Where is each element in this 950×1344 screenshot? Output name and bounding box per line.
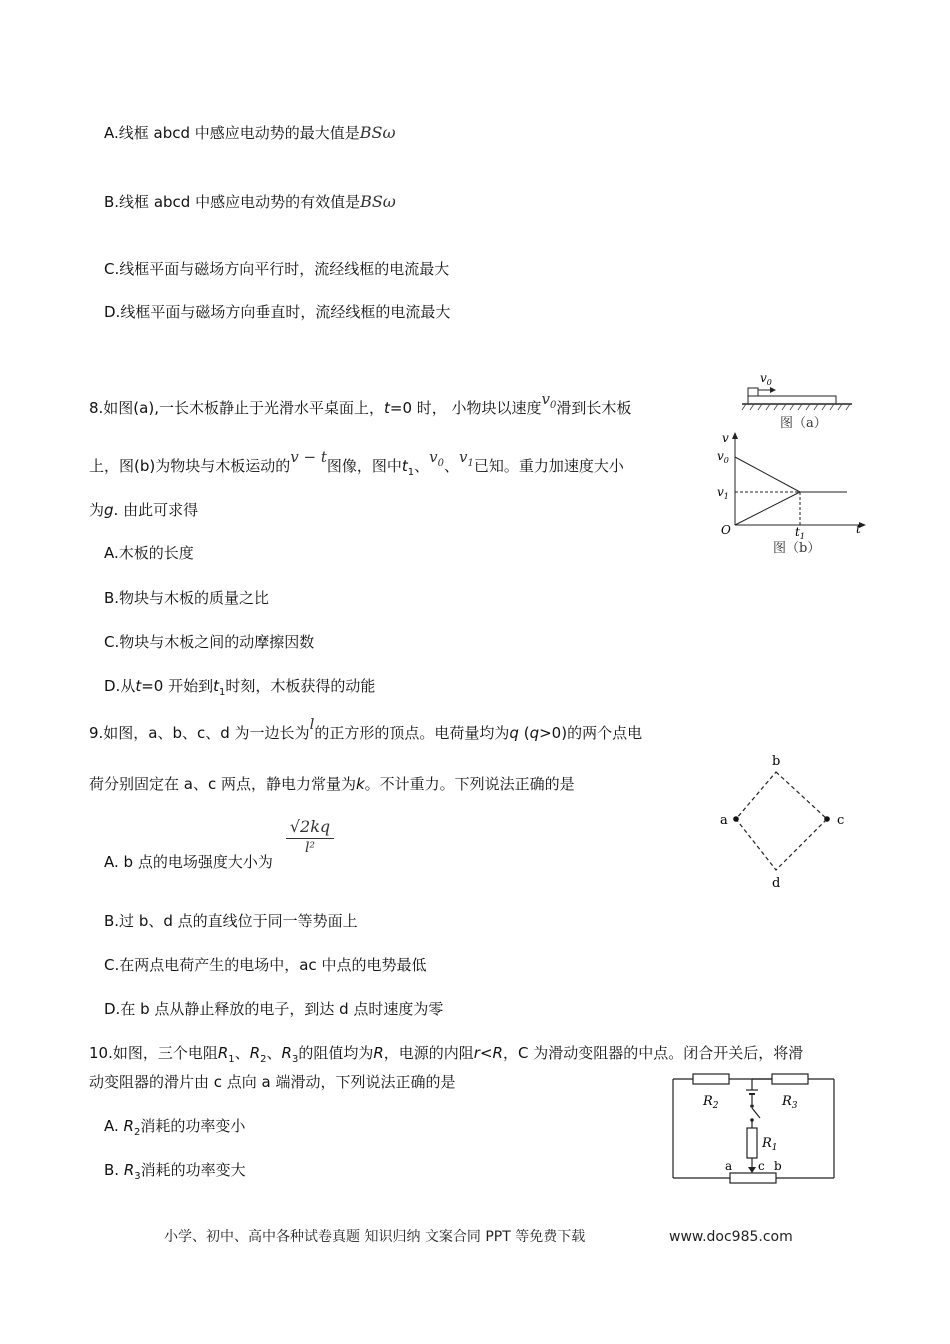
q8-fig-b-caption: 图（b）: [773, 541, 821, 556]
q7-option-d: D.线框平面与磁场方向垂直时，流经线框的电流最大: [104, 303, 451, 321]
q10-resistor-r2: [693, 1074, 729, 1084]
q8-fig-b-t-label: t: [856, 522, 861, 536]
q9-fig-label-a: a: [720, 813, 728, 828]
q10-fig-label-a: a: [725, 1159, 733, 1173]
q8-option-a: A.木板的长度: [104, 544, 194, 562]
q9-fig-charge-c: [824, 816, 830, 822]
q8-fig-b-t1-tick: $t_1$: [795, 525, 805, 541]
q10-switch-contact-top: [750, 1104, 754, 1108]
q7-option-a: A.线框 abcd 中感应电动势的最大值是BSω: [104, 123, 396, 142]
q10-stem-line2: 动变阻器的滑片由 c 点向 a 端滑动，下列说法正确的是: [89, 1073, 456, 1091]
q8-stem-line3: 为g. 由此可求得: [89, 501, 199, 519]
q9-figure-square: [712, 750, 862, 895]
q7-option-b: B.线框 abcd 中感应电动势的有效值是BSω: [104, 192, 396, 211]
q8-fig-a-caption: 图（a）: [780, 416, 827, 430]
q9-option-b: B.过 b、d 点的直线位于同一等势面上: [104, 912, 358, 930]
q8-fig-a-block: [748, 388, 758, 396]
q8-fig-b-block-line: [735, 457, 800, 492]
q10-resistor-r1: [747, 1128, 757, 1158]
q10-fig-label-b: b: [774, 1159, 782, 1173]
q10-slider-arrow: [748, 1167, 756, 1173]
q10-option-b: B. $R_3$消耗的功率变大: [104, 1161, 246, 1182]
q10-stem-line1: 10.如图，三个电阻$R_1$、$R_2$、$R_3$的阻值均为R，电源的内阻r<R，C 为滑动变阻器的中点。闭合开关后，将滑: [89, 1044, 804, 1065]
q8-stem-line1: 8.如图(a),一长木板静止于光滑水平桌面上，t=0 时， 小物块以速度$v_0$滑到长木板: [89, 390, 632, 417]
footer-text: 小学、初中、高中各种试卷真题 知识归纳 文案合同 PPT 等免费下载: [164, 1229, 586, 1245]
q8-fig-a-board: [748, 396, 836, 404]
q10-fig-label-r1: $R_1$: [762, 1136, 778, 1153]
q10-rheostat: [730, 1173, 776, 1183]
q9-option-d: D.在 b 点从静止释放的电子，到达 d 点时速度为零: [104, 1000, 444, 1018]
q8-fig-b-v-axis-arrow: [732, 432, 738, 439]
q8-fig-a-arrowhead: [770, 387, 776, 393]
q9-fraction-denominator: l²: [304, 840, 316, 856]
q8-fig-b-v-label: v: [722, 431, 729, 445]
q8-option-d: D.从t=0 开始到$t_1$时刻，木板获得的动能: [104, 677, 376, 698]
q10-switch-contact-bottom: [750, 1118, 754, 1122]
q10-switch-blade: [752, 1108, 760, 1118]
q10-option-a: A. $R_2$消耗的功率变小: [104, 1117, 246, 1138]
q10-figure-circuit: [668, 1072, 843, 1187]
q9-fig-label-b: b: [772, 754, 781, 769]
q8-figure-a: [740, 370, 870, 430]
q9-option-a-fraction: [286, 816, 334, 857]
q8-fig-a-v0-label: $v_0$: [760, 371, 772, 387]
q9-option-c: C.在两点电荷产生的电场中，ac 中点的电势最低: [104, 956, 427, 974]
q8-option-c: C.物块与木板之间的动摩擦因数: [104, 633, 315, 651]
q8-option-b: B.物块与木板的质量之比: [104, 589, 270, 607]
q7-option-a-formula: BSω: [359, 123, 396, 142]
q7-option-c: C.线框平面与磁场方向平行时，流经线框的电流最大: [104, 260, 450, 278]
q9-fraction-numerator: √2kq: [286, 816, 334, 839]
q10-fig-label-r2: $R_2$: [703, 1094, 719, 1111]
q9-fig-dashed-square: [736, 772, 827, 870]
q8-fig-b-board-line: [735, 492, 800, 525]
q9-stem-line2: 荷分别固定在 a、c 两点，静电力常量为k。不计重力。下列说法正确的是: [89, 775, 575, 793]
q8-fig-a-hatching: [742, 404, 850, 410]
q9-stem-line1: 9.如图，a、b、c、d 为一边长为l的正方形的顶点。电荷量均为q (q>0)的两个点电: [89, 715, 643, 742]
q8-figure-b: [715, 430, 875, 560]
q7-option-b-formula: BSω: [360, 192, 396, 211]
footer-url[interactable]: www.doc985.com: [669, 1229, 793, 1245]
q10-resistor-r3: [772, 1074, 808, 1084]
q8-fig-b-origin: O: [721, 523, 731, 537]
q9-option-a: A. b 点的电场强度大小为: [104, 853, 273, 871]
q8-fig-b-v1-tick: $v_1$: [717, 485, 729, 501]
q9-fig-label-d: d: [772, 876, 781, 891]
q9-fig-label-c: c: [837, 813, 845, 828]
q8-stem-line2: 上，图(b)为物块与木板运动的v − t图像，图中$t_1$、$v_0$、$v_1$已知。重力加速度大小: [89, 448, 624, 478]
q10-fig-label-r3: $R_3$: [782, 1094, 798, 1111]
q9-fig-charge-a: [733, 816, 739, 822]
q8-fig-b-v0-tick: $v_0$: [717, 449, 729, 465]
q10-fig-label-c: c: [758, 1159, 765, 1173]
